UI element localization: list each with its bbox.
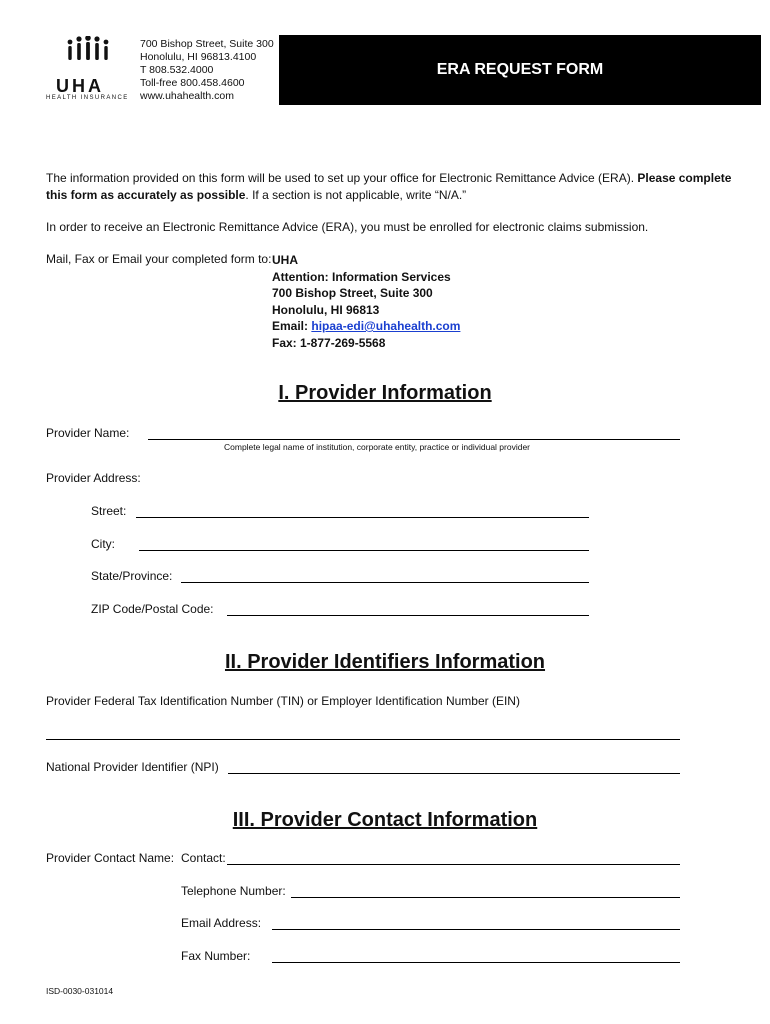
address-line: 700 Bishop Street, Suite 300 (140, 38, 274, 50)
tin-ein-field[interactable] (46, 739, 680, 740)
state-province-field[interactable] (181, 582, 589, 583)
street-label: Street: (91, 504, 127, 518)
email-link[interactable]: hipaa-edi@uhahealth.com (311, 319, 461, 333)
contact-label: Contact: (181, 851, 226, 865)
mail-fax: Fax: 1-877-269-5568 (272, 335, 386, 350)
form-title: ERA REQUEST FORM (279, 35, 761, 105)
provider-name-caption: Complete legal name of institution, corporate entity, practice or individual provider (224, 442, 530, 452)
mail-org: UHA (272, 253, 298, 267)
address-line: Honolulu, HI 96813.4100 (140, 51, 257, 63)
mail-instructions-label: Mail, Fax or Email your completed form to: (46, 252, 272, 266)
section-provider-identifiers-title: II. Provider Identifiers Information (224, 651, 546, 673)
tin-ein-label: Provider Federal Tax Identification Number (TIN) or Employer Identification Number (EIN) (46, 694, 520, 708)
fax-number-field[interactable] (272, 962, 680, 963)
street-field[interactable] (136, 517, 589, 518)
logo-wordmark: UHA (56, 76, 104, 96)
mail-city: Honolulu, HI 96813 (272, 302, 380, 317)
zip-code-field[interactable] (227, 615, 589, 616)
mail-email-label: Email: (272, 319, 312, 333)
mail-street: 700 Bishop Street, Suite 300 (272, 286, 433, 300)
website-line: www.uhahealth.com (140, 90, 234, 102)
mail-email-row (272, 318, 460, 335)
intro-text: The information provided on this form will be used to set up your office for Electronic Remittance Advice (ERA). (46, 171, 638, 185)
npi-label: National Provider Identifier (NPI) (46, 760, 219, 774)
tollfree-line: Toll-free 800.458.4600 (140, 77, 245, 89)
mail-attention: Attention: Information Services (272, 269, 451, 284)
enrollment-note: In order to receive an Electronic Remittance Advice (ERA), you must be enrolled for electronic claims submission. (46, 220, 649, 234)
intro-text-end: . If a section is not applicable, write “N/A.” (245, 188, 467, 202)
email-address-label: Email Address: (181, 916, 262, 930)
provider-name-label: Provider Name: (46, 426, 130, 440)
telephone-label: Telephone Number: (181, 884, 286, 898)
city-field[interactable] (139, 550, 589, 551)
form-code: ISD-0030-031014 (46, 986, 114, 996)
contact-field[interactable] (227, 864, 680, 865)
provider-name-field[interactable] (148, 439, 680, 440)
section-provider-information-title: I. Provider Information (278, 382, 492, 404)
mailing-address-block (272, 252, 460, 351)
intro-emphasis: Please complete this form as accurately as possible (46, 171, 732, 202)
company-address (140, 38, 274, 103)
phone-line: T 808.532.4000 (140, 64, 214, 76)
provider-address-label: Provider Address: (46, 471, 141, 485)
zip-code-label: ZIP Code/Postal Code: (91, 602, 214, 616)
fax-number-label: Fax Number: (181, 949, 251, 963)
section-provider-contact-title: III. Provider Contact Information (232, 809, 538, 831)
city-label: City: (91, 537, 115, 551)
npi-field[interactable] (228, 773, 680, 774)
email-address-field[interactable] (272, 929, 680, 930)
intro-paragraph (46, 170, 736, 204)
telephone-field[interactable] (291, 897, 680, 898)
provider-contact-name-label: Provider Contact Name: (46, 851, 175, 865)
logo-subtitle: HEALTH INSURANCE (46, 95, 129, 101)
state-province-label: State/Province: (91, 569, 173, 583)
